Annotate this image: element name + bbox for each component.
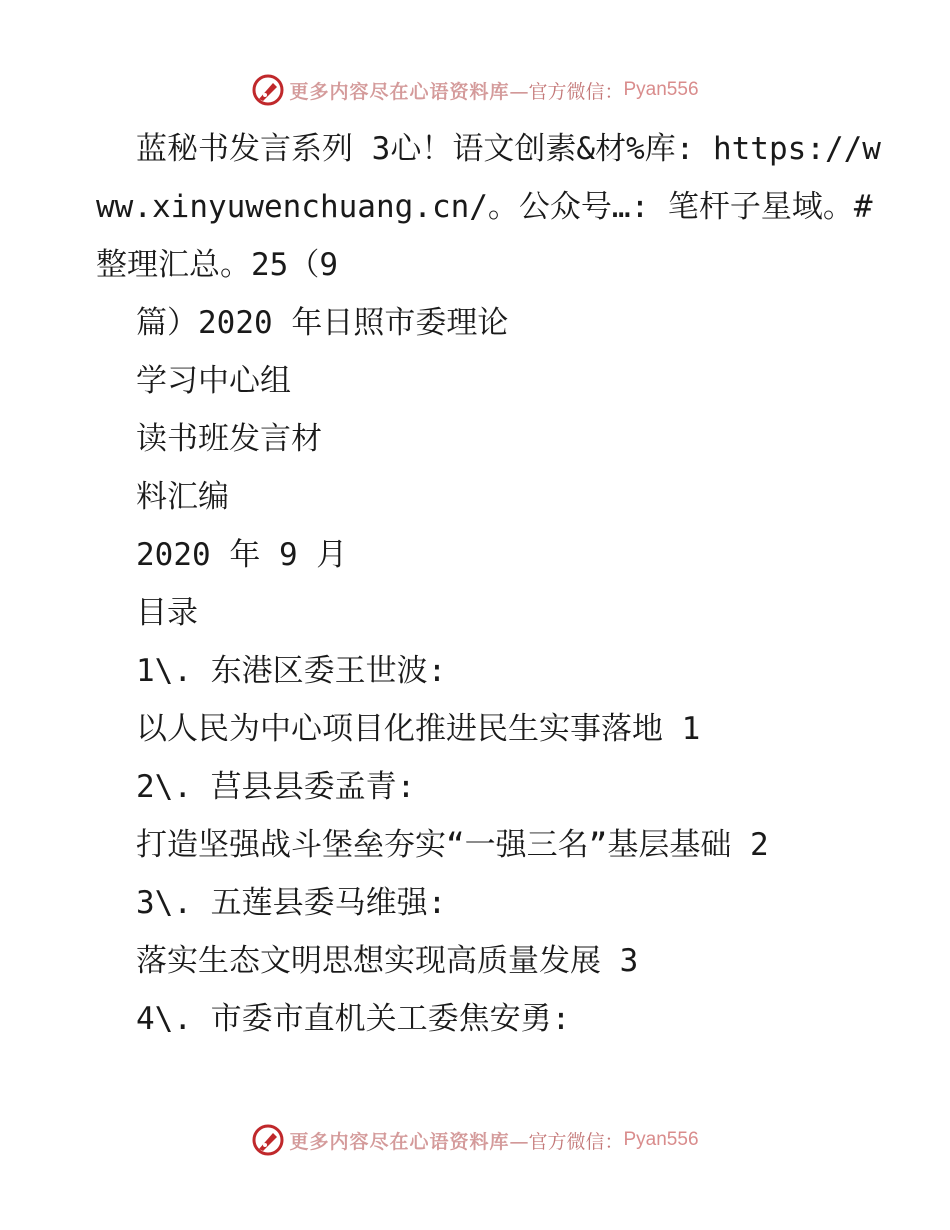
toc-entry-3-title: 落实生态文明思想实现高质量发展 3 bbox=[136, 943, 639, 979]
watermark-text: 更多内容尽在心语资料库 bbox=[289, 80, 510, 103]
watermark-banner-bottom bbox=[0, 1120, 950, 1160]
watermark-dash: —官方微信： bbox=[509, 1130, 624, 1153]
toc-entry-2-author: 2\. 莒县县委孟青: bbox=[136, 769, 416, 805]
toc-entry-3-author: 3\. 五莲县委马维强: bbox=[136, 885, 447, 921]
toc-entry-1-author: 1\. 东港区委王世波: bbox=[136, 653, 447, 689]
toc-entry-1-title: 以人民为中心项目化推进民生实事落地 1 bbox=[136, 711, 701, 747]
watermark-dash: —官方微信： bbox=[509, 80, 624, 103]
title-line-2: 学习中心组 bbox=[136, 363, 291, 399]
intro-paragraph: 蓝秘书发言系列 3心！语文创素&材%库: https://www.xinyuwenchuang.cn/。公众号…: 笔杆子星域。#整理汇总。25（9 bbox=[96, 131, 881, 283]
toc-heading: 目录 bbox=[136, 595, 198, 631]
document-body bbox=[96, 120, 886, 1048]
watermark-wechat-id: Pyan556 bbox=[623, 1129, 699, 1150]
toc-entry-4-author: 4\. 市委市直机关工委焦安勇: bbox=[136, 1001, 571, 1037]
title-line-3: 读书班发言材 bbox=[136, 421, 322, 457]
title-line-1: 篇）2020 年日照市委理论 bbox=[136, 305, 509, 341]
pen-nib-circle-icon bbox=[251, 1123, 285, 1157]
watermark-banner-top bbox=[0, 70, 950, 110]
watermark-text: 更多内容尽在心语资料库 bbox=[289, 1130, 510, 1153]
toc-entry-2-title: 打造坚强战斗堡垒夯实“一强三名”基层基础 2 bbox=[136, 827, 769, 863]
watermark-wechat-id: Pyan556 bbox=[623, 79, 699, 100]
pen-nib-circle-icon bbox=[251, 73, 285, 107]
title-line-4: 料汇编 bbox=[136, 479, 229, 515]
date-line: 2020 年 9 月 bbox=[136, 537, 348, 573]
